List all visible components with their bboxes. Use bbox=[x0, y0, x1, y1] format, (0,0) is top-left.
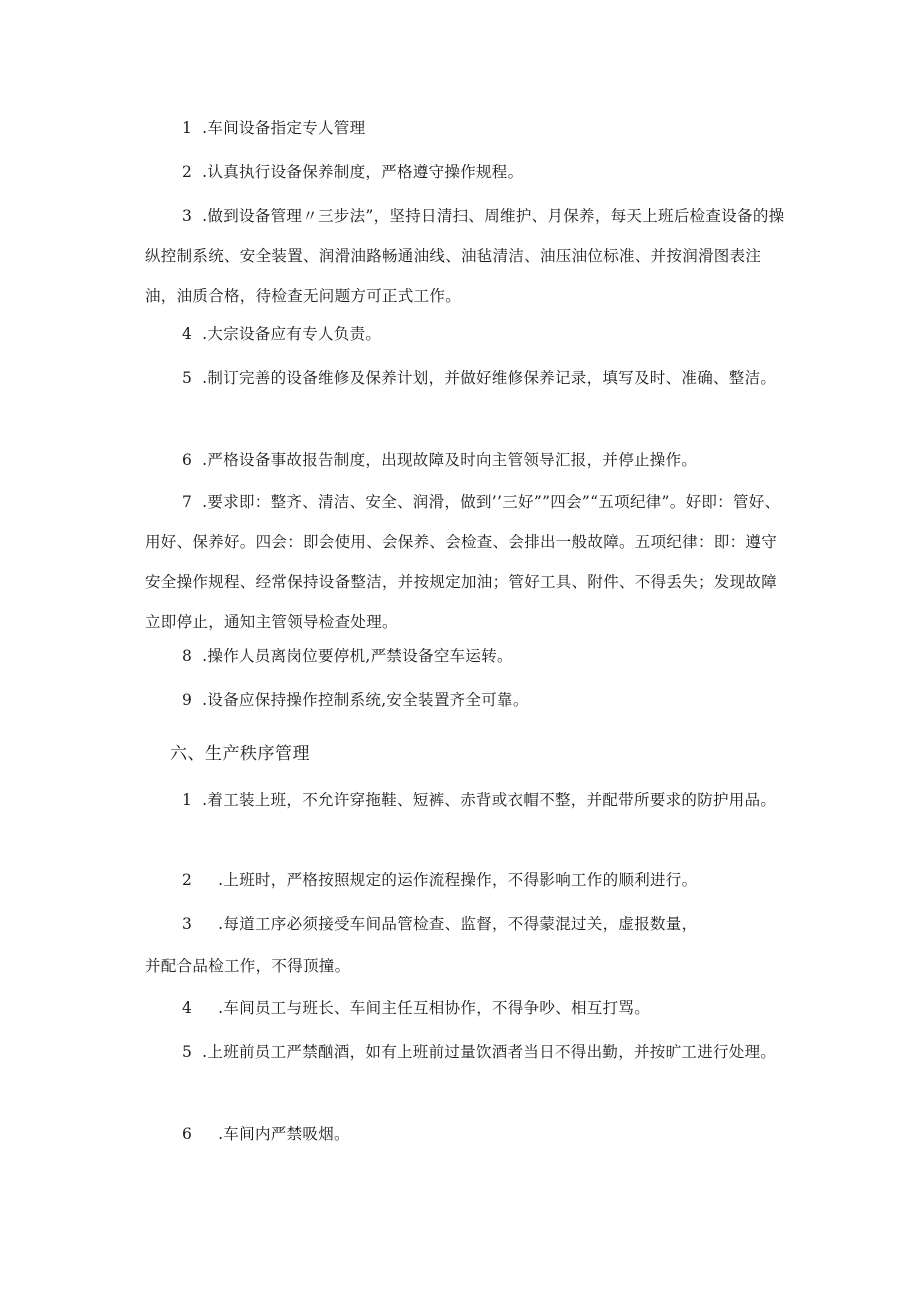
item-5-4 bbox=[145, 314, 785, 354]
item-number: 2 bbox=[182, 871, 193, 889]
item-text: .大宗设备应有专人负责。 bbox=[202, 325, 382, 343]
item-text: .制订完善的设备维修及保养计划，并做好维修保养记录，填写及时、准确、整洁。 bbox=[202, 369, 777, 387]
item-text: .认真执行设备保养制度，严格遵守操作规程。 bbox=[202, 163, 524, 181]
item-6-2 bbox=[145, 860, 785, 900]
item-5-6 bbox=[145, 440, 785, 480]
item-6-1 bbox=[145, 780, 785, 820]
item-text: .做到设备管理〃三步法”，坚持日清扫、周维护、月保养，每天上班后检查设备的操纵控制系统、安全装置、润滑油路畅通油线、油毡清洁、油压油位标准、并按润滑图表注油，油质合格，待检查无问题方可正式工作。 bbox=[145, 207, 785, 305]
item-text: 并配合品检工作，不得顶撞。 bbox=[145, 957, 351, 975]
item-6-6 bbox=[145, 1114, 785, 1154]
item-number: 4 bbox=[182, 325, 193, 343]
item-number: 9 bbox=[182, 691, 193, 709]
item-text: .上班时，严格按照规定的运作流程操作，不得影响工作的顺利进行。 bbox=[218, 871, 698, 889]
item-6-4 bbox=[145, 988, 785, 1028]
item-text: .设备应保持操作控制系统,安全装置齐全可靠。 bbox=[202, 691, 529, 709]
item-number: 5 bbox=[182, 1043, 193, 1061]
item-number: 4 bbox=[182, 999, 193, 1017]
item-5-9 bbox=[145, 680, 785, 720]
item-number: 8 bbox=[182, 647, 193, 665]
item-5-3 bbox=[145, 196, 785, 316]
item-number: 5 bbox=[182, 369, 193, 387]
item-5-7 bbox=[145, 482, 785, 642]
item-5-5 bbox=[145, 358, 785, 398]
item-number: 3 bbox=[182, 207, 193, 225]
section-heading: 六、生产秩序管理 bbox=[170, 744, 310, 764]
item-number: 2 bbox=[182, 163, 193, 181]
item-number: 7 bbox=[182, 493, 193, 511]
item-text: .车间设备指定专人管理 bbox=[202, 119, 366, 137]
item-number: 1 bbox=[182, 791, 193, 809]
item-text: .上班前员工严禁酗酒，如有上班前过量饮酒者当日不得出勤，并按旷工进行处理。 bbox=[202, 1043, 777, 1061]
item-number: 3 bbox=[182, 915, 193, 933]
item-5-8 bbox=[145, 636, 785, 676]
item-5-2 bbox=[145, 152, 785, 192]
item-text: .车间员工与班长、车间主任互相协作，不得争吵、相互打骂。 bbox=[218, 999, 651, 1017]
item-6-3 bbox=[145, 904, 785, 944]
item-6-3-continued bbox=[145, 946, 785, 986]
item-5-1 bbox=[145, 108, 785, 148]
item-text: .严格设备事故报告制度，出现故障及时向主管领导汇报，并停止操作。 bbox=[202, 451, 698, 469]
item-text: .车间内严禁吸烟。 bbox=[218, 1125, 350, 1143]
item-text: .要求即：整齐、清洁、安全、润滑，做到’’三好””四会”“五项纪律”。好即：管好、用好、保养好。四会：即会使用、会保养、会检查、会排出一般故障。五项纪律：即：遵守安全操作规程、经常保持设备整洁，并按规定加油；管好工具、附件、不得丢失；发现故障立即停止，通知主管领导检查处理。 bbox=[145, 493, 781, 631]
item-text: .每道工序必须接受车间品管检查、监督，不得蒙混过关，虚报数量， bbox=[218, 915, 698, 933]
item-number: 6 bbox=[182, 1125, 193, 1143]
item-text: .着工装上班，不允许穿拖鞋、短裤、赤背或衣帽不整，并配带所要求的防护用品。 bbox=[202, 791, 777, 809]
item-text: .操作人员离岗位要停机,严禁设备空车运转。 bbox=[202, 647, 513, 665]
item-6-5 bbox=[145, 1032, 785, 1072]
item-number: 6 bbox=[182, 451, 193, 469]
item-number: 1 bbox=[182, 119, 193, 137]
